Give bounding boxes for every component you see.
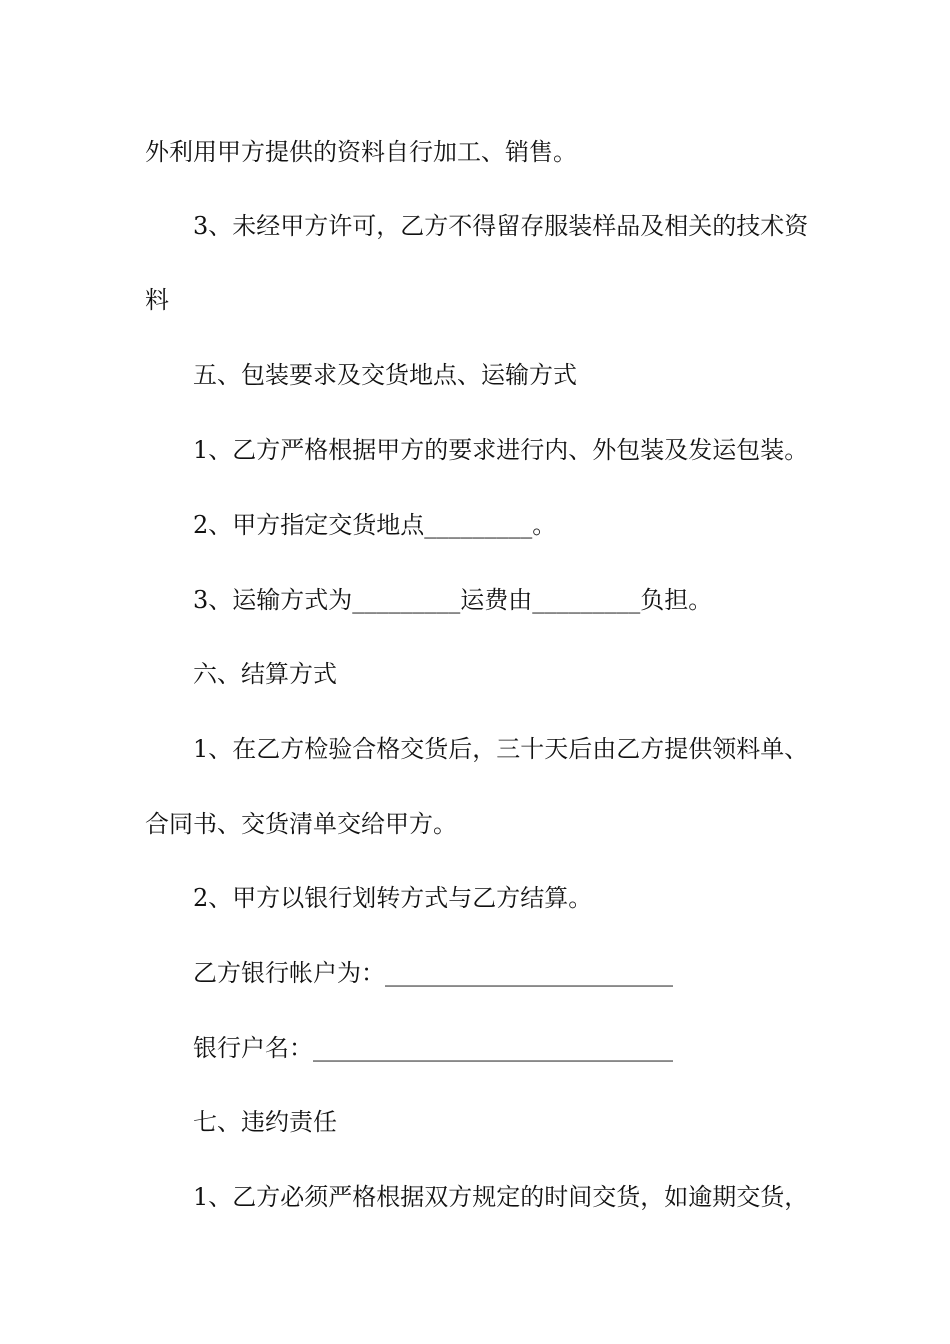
paragraph-line: 2、甲方以银行划转方式与乙方结算。 [193,884,593,912]
section-heading: 六、结算方式 [193,660,337,688]
paragraph-line: 料 [145,286,169,314]
paragraph-line: 1、乙方必须严格根据双方规定的时间交货，如逾期交货， [193,1183,809,1211]
paragraph-line: 1、在乙方检验合格交货后，三十天后由乙方提供领料单、 [193,735,809,763]
section-heading: 五、包装要求及交货地点、运输方式 [193,361,577,389]
paragraph-line: 银行户名：______________________________ [193,1034,673,1062]
paragraph-line: 3、运输方式为_________运费由_________负担。 [193,586,713,614]
paragraph-line: 外利用甲方提供的资料自行加工、销售。 [145,138,577,166]
paragraph-line: 合同书、交货清单交给甲方。 [145,810,457,838]
paragraph-line: 1、乙方严格根据甲方的要求进行内、外包装及发运包装。 [193,436,809,464]
section-heading: 七、违约责任 [193,1108,337,1136]
paragraph-line: 3、未经甲方许可，乙方不得留存服装样品及相关的技术资 [193,212,809,240]
paragraph-line: 2、甲方指定交货地点_________。 [193,511,557,539]
paragraph-line: 乙方银行帐户为：________________________ [193,959,673,987]
